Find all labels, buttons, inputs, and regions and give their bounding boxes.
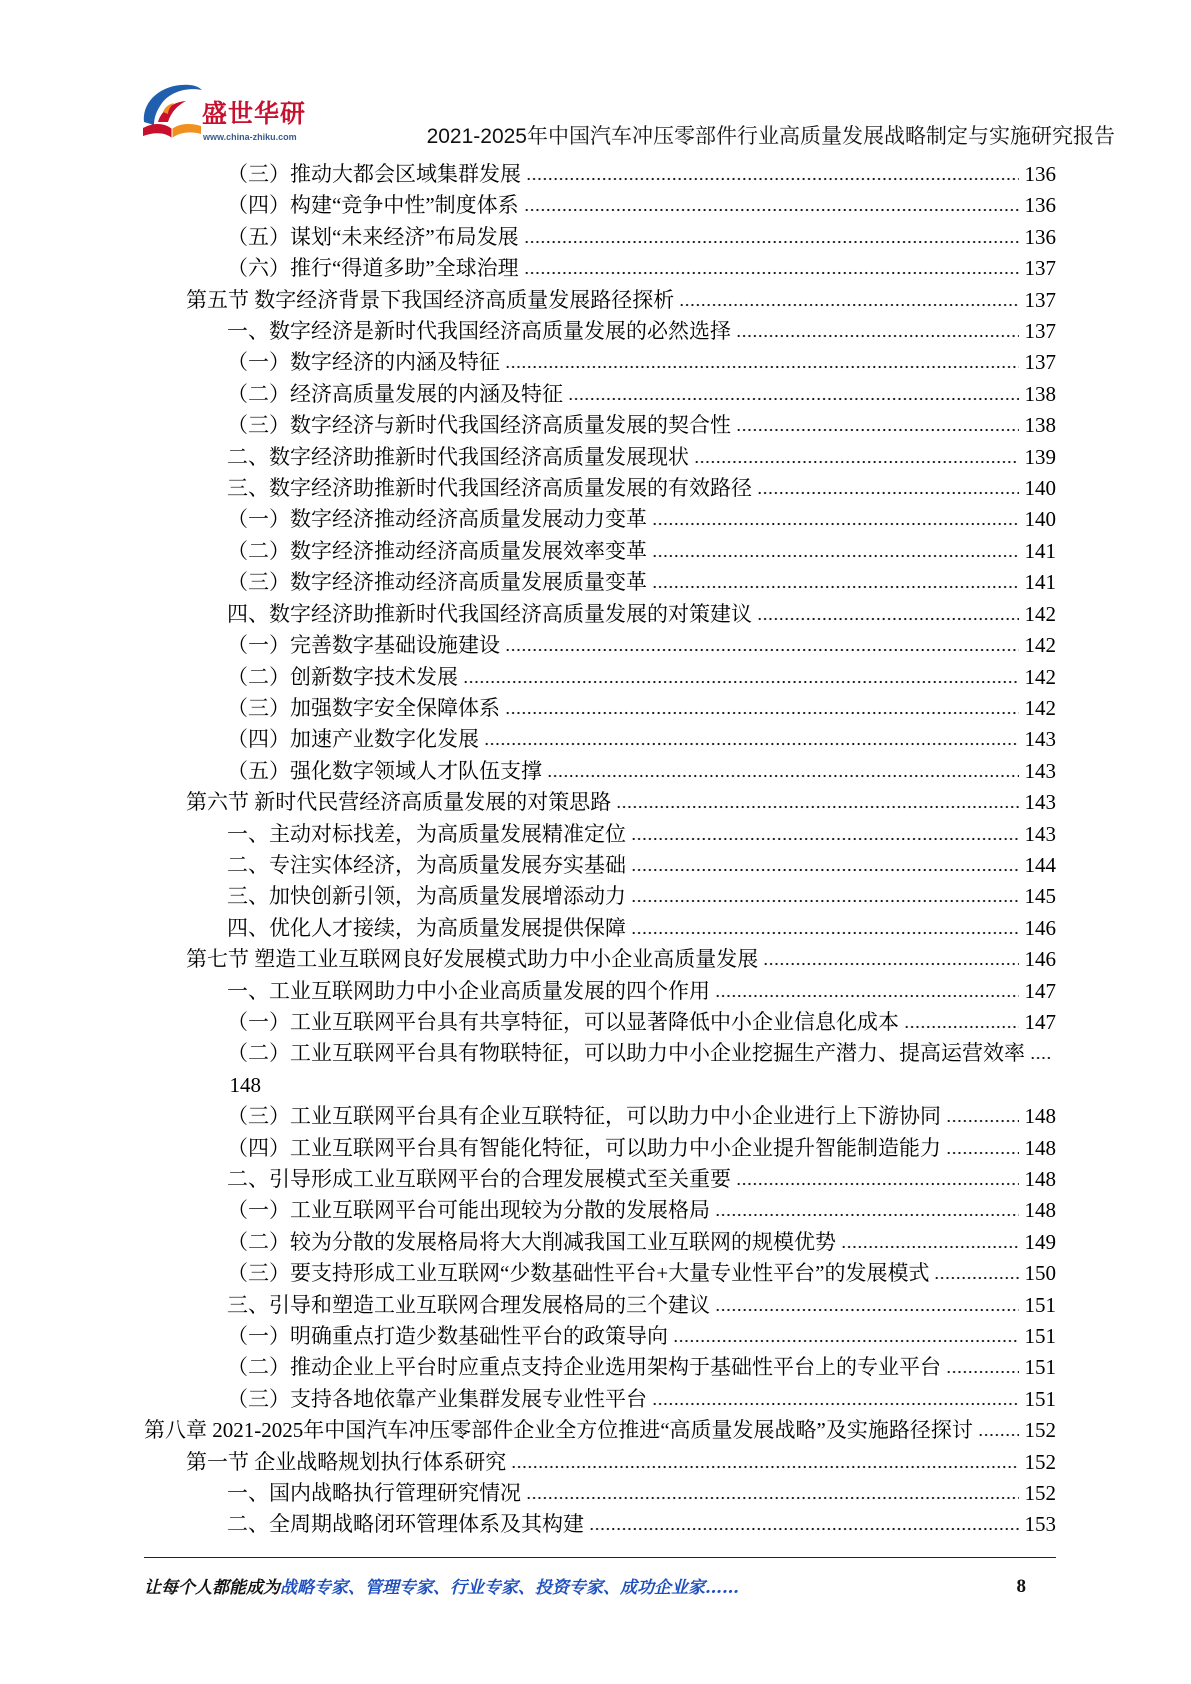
toc-entry-title: （三）要支持形成工业互联网“少数基础性平台+大量专业性平台”的发展模式 — [227, 1261, 930, 1286]
toc-entry — [144, 316, 1056, 347]
toc-leader-dots — [567, 391, 1019, 401]
toc-leader-dots — [651, 579, 1019, 589]
toc-entry-title: 第一节 企业战略规划执行体系研究 — [186, 1449, 507, 1474]
toc-entry-title: （五）强化数字领域人才队伍支撑 — [227, 758, 542, 783]
toc-entry-title: （一）工业互联网平台具有共享特征，可以显著降低中小企业信息化成本 — [227, 1009, 899, 1034]
toc-page-number: 137 — [1024, 319, 1056, 344]
toc-page-number: 147 — [1024, 978, 1056, 1003]
toc-entry — [144, 630, 1056, 661]
toc-leader-dots — [735, 1176, 1019, 1186]
toc-entry-title: （四）构建“竞争中性”制度体系 — [227, 193, 519, 218]
toc-page-number: 137 — [1024, 350, 1056, 375]
toc-leader-dots — [523, 234, 1019, 244]
toc-entry — [144, 285, 1056, 316]
toc-leader-dots — [510, 1459, 1019, 1469]
toc-page-number: 137 — [1024, 287, 1056, 312]
toc-leader-dots — [630, 925, 1019, 935]
toc-entry — [144, 1290, 1056, 1321]
toc-entry — [144, 473, 1056, 504]
toc-leader-dots — [756, 611, 1019, 621]
toc-entry — [144, 1101, 1056, 1132]
toc-page-number: 148 — [1024, 1135, 1056, 1160]
toc-page-number: 144 — [1024, 852, 1056, 877]
toc-leader-dots — [525, 1490, 1019, 1500]
toc-leader-dots — [630, 862, 1019, 872]
toc-entry — [144, 1509, 1056, 1540]
toc-entry — [144, 379, 1056, 410]
toc-entry-title: （五）谋划“未来经济”布局发展 — [227, 224, 519, 249]
toc-leader-dots — [735, 328, 1019, 338]
running-header-title: 2021-2025年中国汽车冲压零部件行业高质量发展战略制定与实施研究报告 — [426, 125, 1115, 148]
toc-entry-title: （一）工业互联网平台可能出现较为分散的发展格局 — [227, 1198, 710, 1223]
toc-entry — [144, 724, 1056, 755]
toc-page-number: 143 — [1024, 821, 1056, 846]
toc-leader-dots — [504, 705, 1019, 715]
footer-divider — [144, 1557, 1056, 1558]
toc-leader-dots — [523, 265, 1019, 275]
toc-entry-title: 第八章 2021-2025年中国汽车冲压零部件企业全方位推进“高质量发展战略”及实施路径探讨 — [144, 1418, 973, 1443]
toc-page-number: 140 — [1024, 507, 1056, 532]
toc-entry-title: 一、数字经济是新时代我国经济高质量发展的必然选择 — [227, 319, 731, 344]
toc-leader-dots — [483, 736, 1019, 746]
toc-entry-title: （一）完善数字基础设施建设 — [227, 633, 500, 658]
toc-page-number: 145 — [1024, 884, 1056, 909]
toc-page-number: 151 — [1024, 1292, 1056, 1317]
toc-entry-title: （三）数字经济与新时代我国经济高质量发展的契合性 — [227, 413, 731, 438]
toc-page-number: 143 — [1024, 727, 1056, 752]
toc-entry-title: 一、国内战略执行管理研究情况 — [227, 1481, 521, 1506]
toc-entry-title: （二）推动企业上平台时应重点支持企业选用架构于基础性平台上的专业平台 — [227, 1355, 941, 1380]
toc-page-number: 152 — [1024, 1481, 1056, 1506]
toc-entry-title: （一）明确重点打造少数基础性平台的政策导向 — [227, 1324, 668, 1349]
toc-leader-dots — [945, 1364, 1019, 1374]
toc-page-number: 147 — [1024, 1009, 1056, 1034]
toc-entry-title: （二）较为分散的发展格局将大大削减我国工业互联网的规模优势 — [227, 1229, 836, 1254]
toc-entry — [144, 1258, 1056, 1289]
toc-leader-dots — [615, 799, 1019, 809]
toc-entry — [144, 536, 1056, 567]
toc-entry-title: 二、全周期战略闭环管理体系及其构建 — [227, 1512, 584, 1537]
toc-entry-title: （二）数字经济推动经济高质量发展效率变革 — [227, 538, 647, 563]
toc-leader-dots — [678, 297, 1019, 307]
toc-leader-dots — [762, 956, 1019, 966]
toc-entry — [144, 1352, 1056, 1383]
toc-leader-dots — [504, 359, 1019, 369]
toc-entry — [144, 567, 1056, 598]
toc-page-number: 141 — [1024, 570, 1056, 595]
toc-leader-dots — [672, 1333, 1019, 1343]
table-of-contents — [144, 159, 1056, 1541]
footer-slogan-lead: 让每个人都能成为 — [144, 1578, 280, 1598]
toc-leader-dots — [977, 1427, 1019, 1437]
toc-leader-dots — [462, 674, 1019, 684]
toc-page-number: 136 — [1024, 162, 1056, 186]
toc-entry — [144, 1478, 1056, 1509]
toc-leader-dots — [933, 1270, 1019, 1280]
toc-entry — [144, 159, 1056, 190]
toc-leader-dots — [903, 1019, 1019, 1029]
toc-page-number: 148 — [229, 1072, 261, 1097]
toc-leader-dots — [588, 1521, 1019, 1531]
toc-entry-title: 二、数字经济助推新时代我国经济高质量发展现状 — [227, 444, 689, 469]
toc-entry — [144, 756, 1056, 787]
toc-entry — [144, 1195, 1056, 1226]
toc-page-number: 146 — [1024, 947, 1056, 972]
toc-leader-dots — [714, 1302, 1019, 1312]
toc-entry — [144, 1133, 1056, 1164]
toc-page-number: 142 — [1024, 695, 1056, 720]
toc-entry — [144, 913, 1056, 944]
toc-entry — [144, 253, 1056, 284]
toc-page-number: 149 — [1024, 1229, 1056, 1254]
toc-page-number: 148 — [1024, 1198, 1056, 1223]
toc-page-number: 142 — [1024, 601, 1056, 626]
toc-entry — [144, 1038, 1056, 1101]
toc-entry-title: （四）工业互联网平台具有智能化特征，可以助力中小企业提升智能制造能力 — [227, 1135, 941, 1160]
toc-entry — [144, 976, 1056, 1007]
toc-page-number: 138 — [1024, 381, 1056, 406]
toc-page-number: 142 — [1024, 633, 1056, 658]
toc-entry — [144, 1384, 1056, 1415]
toc-leader-dots — [714, 988, 1019, 998]
toc-entry-title: 二、专注实体经济，为高质量发展夯实基础 — [227, 852, 626, 877]
toc-leader-dots — [651, 548, 1019, 558]
toc-entry-title: 四、数字经济助推新时代我国经济高质量发展的对策建议 — [227, 601, 752, 626]
toc-entry-title: （四）加速产业数字化发展 — [227, 727, 479, 752]
page-number: 8 — [1016, 1576, 1026, 1597]
toc-entry — [144, 599, 1056, 630]
logo-url: www.china-zhiku.com — [203, 132, 297, 142]
toc-page-number: 140 — [1024, 476, 1056, 501]
toc-entry-title: （一）数字经济推动经济高质量发展动力变革 — [227, 507, 647, 532]
toc-page-number: 152 — [1024, 1449, 1056, 1474]
toc-page-number: 139 — [1024, 444, 1056, 469]
toc-leader-dots — [840, 1239, 1019, 1249]
toc-entry — [144, 944, 1056, 975]
toc-page-number: 138 — [1024, 413, 1056, 438]
toc-entry — [144, 693, 1056, 724]
toc-entry — [144, 850, 1056, 881]
toc-entry-title: （二）创新数字技术发展 — [227, 664, 458, 689]
toc-entry-title: 三、引导和塑造工业互联网合理发展格局的三个建议 — [227, 1292, 710, 1317]
toc-leader-dots — [735, 422, 1019, 432]
toc-entry — [144, 347, 1056, 378]
toc-entry — [144, 1227, 1056, 1258]
toc-page-number: 151 — [1024, 1324, 1056, 1349]
toc-entry-title: （三）加强数字安全保障体系 — [227, 695, 500, 720]
toc-leader-dots — [630, 893, 1019, 903]
toc-page-number: 141 — [1024, 538, 1056, 563]
toc-entry-title: 一、主动对标找差，为高质量发展精准定位 — [227, 821, 626, 846]
toc-entry-title: （三）工业互联网平台具有企业互联特征，可以助力中小企业进行上下游协同 — [227, 1104, 941, 1129]
toc-entry — [144, 504, 1056, 535]
footer-slogan — [144, 1576, 739, 1600]
toc-leader-dots — [630, 831, 1019, 841]
toc-entry-title: （二）工业互联网平台具有物联特征，可以助力中小企业挖掘生产潜力、提高运营效率 — [227, 1041, 1025, 1066]
toc-entry — [144, 819, 1056, 850]
toc-entry — [144, 662, 1056, 693]
toc-page-number: 136 — [1024, 193, 1056, 218]
toc-entry-title: （一）数字经济的内涵及特征 — [227, 350, 500, 375]
toc-page-number: 143 — [1024, 758, 1056, 783]
toc-leader-dots — [651, 1396, 1019, 1406]
toc-page-number: 151 — [1024, 1355, 1056, 1380]
toc-entry — [144, 222, 1056, 253]
toc-leader-dots — [714, 1207, 1019, 1217]
toc-leader-dots — [504, 642, 1019, 652]
toc-entry — [144, 410, 1056, 441]
toc-page-number: 143 — [1024, 790, 1056, 815]
toc-entry-title: 第六节 新时代民营经济高质量发展的对策思路 — [186, 790, 612, 815]
toc-page-number: 150 — [1024, 1261, 1056, 1286]
toc-leader-dots — [1029, 1050, 1053, 1060]
toc-entry — [144, 1164, 1056, 1195]
toc-leader-dots — [525, 171, 1019, 181]
toc-page-number: 148 — [1024, 1167, 1056, 1191]
toc-page-number: 153 — [1024, 1512, 1056, 1537]
toc-entry — [144, 1415, 1056, 1446]
toc-page-number: 136 — [1024, 224, 1056, 249]
toc-entry-title: （三）支持各地依靠产业集群发展专业性平台 — [227, 1386, 647, 1411]
footer-slogan-highlight: 战略专家、管理专家、行业专家、投资专家、成功企业家…… — [280, 1578, 739, 1598]
toc-page-number: 146 — [1024, 915, 1056, 940]
toc-entry — [144, 1007, 1056, 1038]
toc-entry-title: 四、优化人才接续，为高质量发展提供保障 — [227, 915, 626, 940]
toc-entry — [144, 881, 1056, 912]
toc-leader-dots — [756, 485, 1019, 495]
toc-page-number: 137 — [1024, 256, 1056, 281]
toc-entry-title: 三、加快创新引领，为高质量发展增添动力 — [227, 884, 626, 909]
toc-entry-title: （三）数字经济推动经济高质量发展质量变革 — [227, 570, 647, 595]
logo-name: 盛世华研 — [202, 99, 307, 128]
toc-leader-dots — [945, 1113, 1019, 1123]
toc-leader-dots — [945, 1145, 1019, 1155]
toc-leader-dots — [523, 202, 1019, 212]
toc-entry-title: 二、引导形成工业互联网平台的合理发展模式至关重要 — [227, 1167, 731, 1191]
company-logo — [141, 82, 311, 146]
toc-entry — [144, 1321, 1056, 1352]
toc-page-number: 142 — [1024, 664, 1056, 689]
logo-book-swoosh-icon — [141, 82, 203, 144]
toc-entry-title: （六）推行“得道多助”全球治理 — [227, 256, 519, 281]
toc-entry-title: 第五节 数字经济背景下我国经济高质量发展路径探析 — [186, 287, 675, 312]
toc-leader-dots — [693, 454, 1019, 464]
toc-page-number: 148 — [1024, 1104, 1056, 1129]
toc-page-number: 151 — [1024, 1386, 1056, 1411]
toc-leader-dots — [651, 516, 1019, 526]
toc-page-number: 152 — [1024, 1418, 1056, 1443]
toc-entry-title: 三、数字经济助推新时代我国经济高质量发展的有效路径 — [227, 476, 752, 501]
toc-entry — [144, 1447, 1056, 1478]
toc-entry-title: 第七节 塑造工业互联网良好发展模式助力中小企业高质量发展 — [186, 947, 759, 972]
toc-entry-title: 一、工业互联网助力中小企业高质量发展的四个作用 — [227, 978, 710, 1003]
toc-entry-title: （二）经济高质量发展的内涵及特征 — [227, 381, 563, 406]
toc-entry — [144, 442, 1056, 473]
toc-entry — [144, 787, 1056, 818]
toc-leader-dots — [546, 768, 1019, 778]
toc-entry-title: （三）推动大都会区域集群发展 — [227, 162, 521, 186]
toc-entry — [144, 190, 1056, 221]
